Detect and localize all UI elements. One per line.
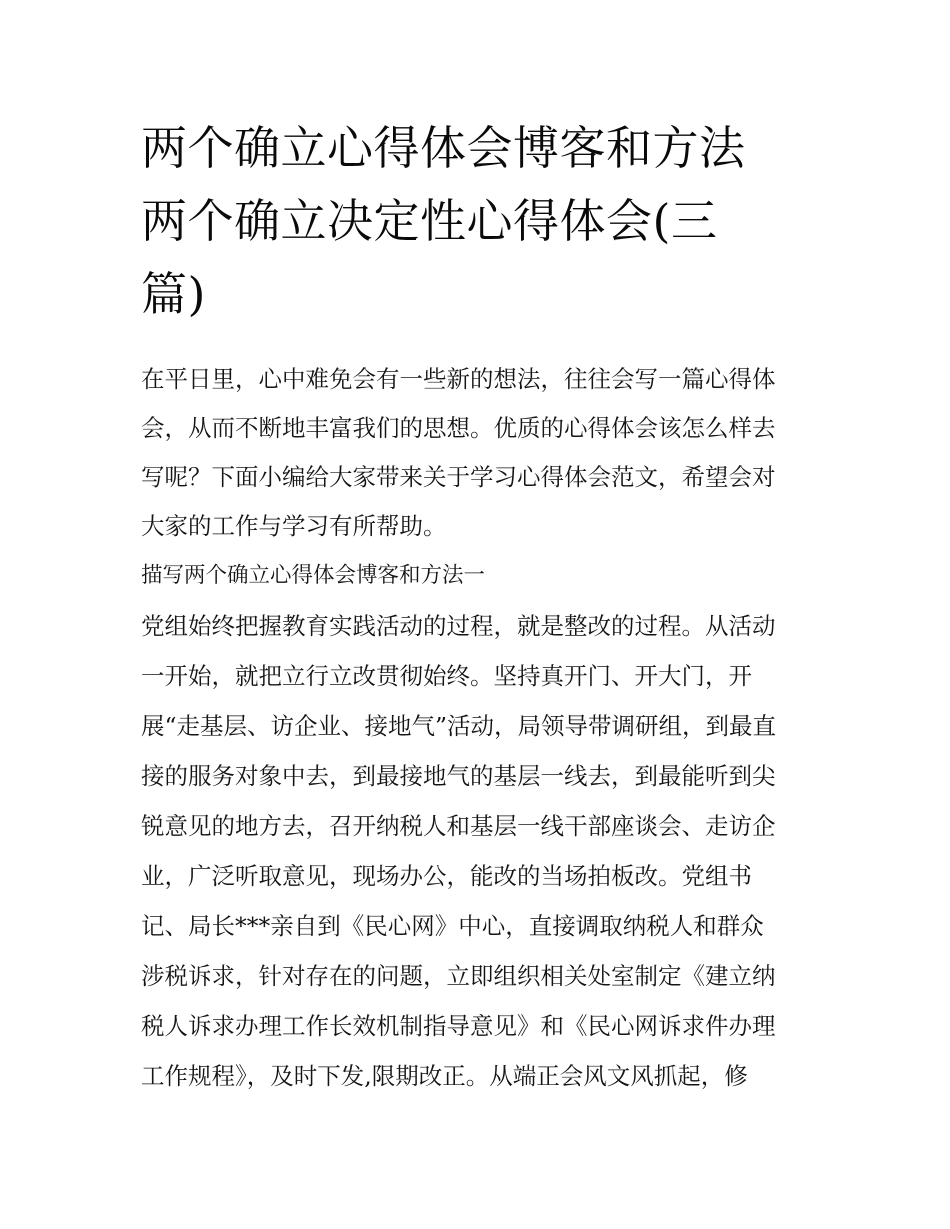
document-body	[141, 355, 816, 1101]
title-line: 两个确立心得体会博客和方法	[141, 121, 746, 175]
text-line: 锐意见的地方去，召开纳税人和基层一线干部座谈会、走访企	[141, 812, 776, 840]
intro-paragraph	[141, 355, 816, 551]
text-line: 涉税诉求，针对存在的问题，立即组织相关处室制定《建立纳	[141, 962, 776, 990]
text-line: 记、局长***亲自到《民心网》中心，直接调取纳税人和群众	[141, 912, 764, 940]
text-line: 会，从而不断地丰富我们的思想。优质的心得体会该怎么样去	[141, 414, 776, 442]
section-heading: 描写两个确立心得体会博客和方法一	[141, 563, 486, 588]
text-line: 在平日里，心中难免会有一些新的想法，往往会写一篇心得体	[141, 365, 776, 393]
text-line: 写呢？下面小编给大家带来关于学习心得体会范文，希望会对	[141, 463, 776, 491]
document-title	[141, 112, 821, 331]
text-line: 展“走基层、访企业、接地气”活动，局领导带调研组，到最直	[141, 712, 777, 740]
text-line: 接的服务对象中去，到最接地气的基层一线去，到最能听到尖	[141, 762, 776, 790]
text-line: 大家的工作与学习有所帮助。	[141, 512, 447, 540]
text-line: 业，广泛听取意见，现场办公，能改的当场拍板改。党组书	[141, 862, 752, 890]
text-line: 工作规程》，及时下发,限期改正。从端正会风文风抓起，修	[141, 1062, 748, 1090]
title-line: 篇)	[141, 267, 206, 321]
text-line: 党组始终把握教育实践活动的过程，就是整改的过程。从活动	[141, 612, 776, 640]
title-line: 两个确立决定性心得体会(三	[141, 194, 718, 248]
section-paragraph	[141, 601, 816, 1101]
text-line: 一开始，就把立行立改贯彻始终。坚持真开门、开大门，开	[141, 662, 752, 690]
text-line: 税人诉求办理工作长效机制指导意见》和《民心网诉求件办理	[141, 1012, 776, 1040]
